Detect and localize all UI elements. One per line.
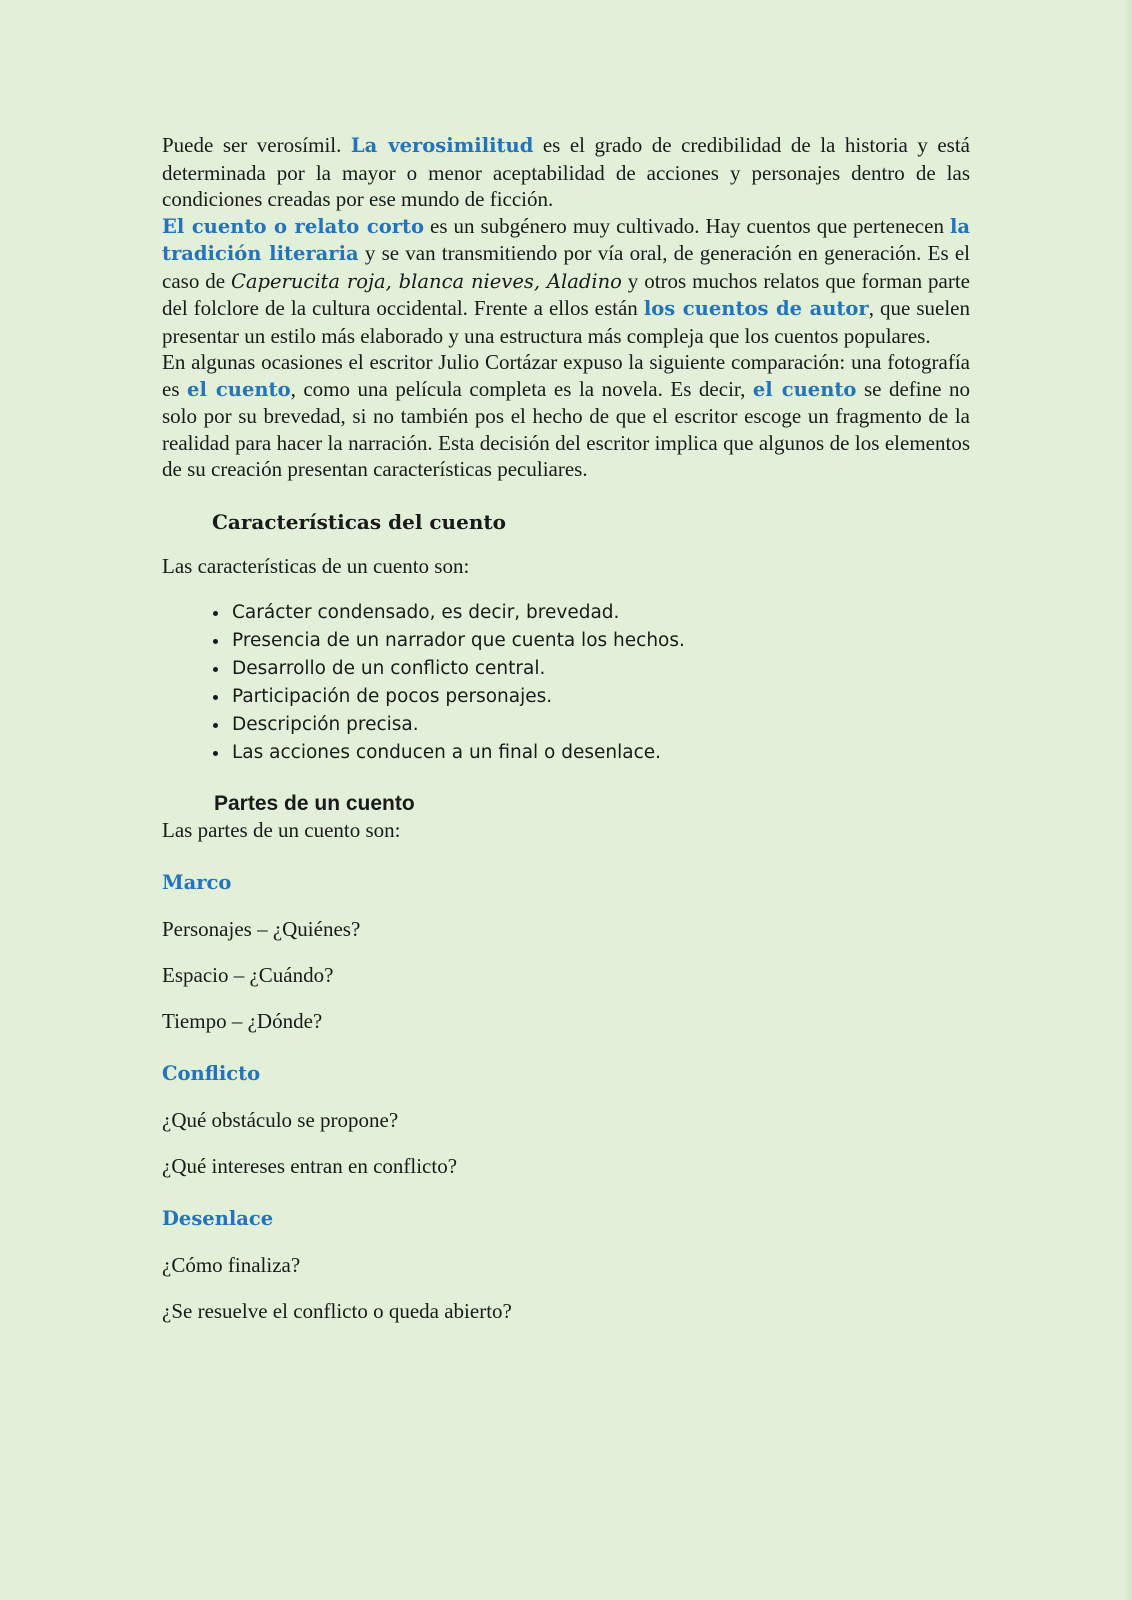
term-verosimilitud: La verosimilitud <box>350 134 534 157</box>
characteristics-list <box>162 599 970 767</box>
part-question: Espacio – ¿Cuándo? <box>162 962 334 987</box>
list-item: • Descripción precisa. <box>230 711 970 739</box>
list-item: • Carácter condensado, es decir, brevedad. <box>230 599 970 627</box>
heading-partes: Partes de un cuento <box>214 791 415 815</box>
paragraph-cuento: El cuento o relato corto es un subgénero muy cultivado. Hay cuentos que pertenecen la tradición literaria y se van transmitiendo por vía oral, de generación en generación. Es el caso de Caperucita roja, blanca nieves, Aladino y otros muchos relatos que forman parte del folclore de la cultura occidental. Frente a ellos están los cuentos de autor, que suelen presentar un estilo más elaborado y una estructura más compleja que los cuentos populares. <box>162 213 971 348</box>
parts-lead: Las partes de un cuento son: <box>162 817 401 842</box>
story-titles: Caperucita roja, blanca nieves, Aladino <box>230 269 622 293</box>
term-cuento-relato-corto: El cuento o relato corto <box>162 214 424 238</box>
page-edge-shadow <box>1124 0 1132 1600</box>
part-question: ¿Qué intereses entran en conflicto? <box>162 1153 458 1178</box>
part-question: ¿Qué obstáculo se propone? <box>162 1107 399 1132</box>
part-question: Personajes – ¿Quiénes? <box>162 916 361 941</box>
term-tradicion-literaria: la tradición literaria <box>162 214 970 265</box>
list-item: • Presencia de un narrador que cuenta los hechos. <box>230 627 970 655</box>
part-question: Tiempo – ¿Dónde? <box>162 1008 323 1033</box>
term-el-cuento: el cuento <box>187 377 291 401</box>
part-title-marco: Marco <box>162 870 232 894</box>
characteristics-lead: Las características de un cuento son: <box>162 553 470 578</box>
list-item: • Participación de pocos personajes. <box>230 683 970 711</box>
paragraph-verosimilitud: Puede ser verosímil. La verosimilitud es el grado de credibilidad de la historia y está determinada por la mayor o menor aceptabilidad de acciones y personajes dentro de las condiciones creadas por ese mundo de ficción. <box>162 133 970 211</box>
heading-caracteristicas: Características del cuento <box>212 509 506 534</box>
document-content <box>162 132 970 1324</box>
term-cuentos-de-autor: los cuentos de autor <box>643 297 869 320</box>
list-item: • Desarrollo de un conflicto central. <box>230 655 970 683</box>
list-item: • Las acciones conducen a un final o desenlace. <box>230 739 970 767</box>
part-title-desenlace: Desenlace <box>162 1206 274 1230</box>
term-el-cuento: el cuento <box>752 377 857 401</box>
part-title-conflicto: Conflicto <box>162 1061 261 1085</box>
part-question: ¿Se resuelve el conflicto o queda abierto? <box>162 1298 512 1323</box>
part-question: ¿Cómo finaliza? <box>162 1252 301 1277</box>
paragraph-cortazar: En algunas ocasiones el escritor Julio Cortázar expuso la siguiente comparación: una fotografía es el cuento, como una película completa es la novela. Es decir, el cuento se define no solo por su brevedad, si no también pos el hecho de que el escritor escoge un fragmento de la realidad para hacer la narración. Esta decisión del escritor implica que algunos de los elementos de su creación presentan características peculiares. <box>162 350 970 481</box>
